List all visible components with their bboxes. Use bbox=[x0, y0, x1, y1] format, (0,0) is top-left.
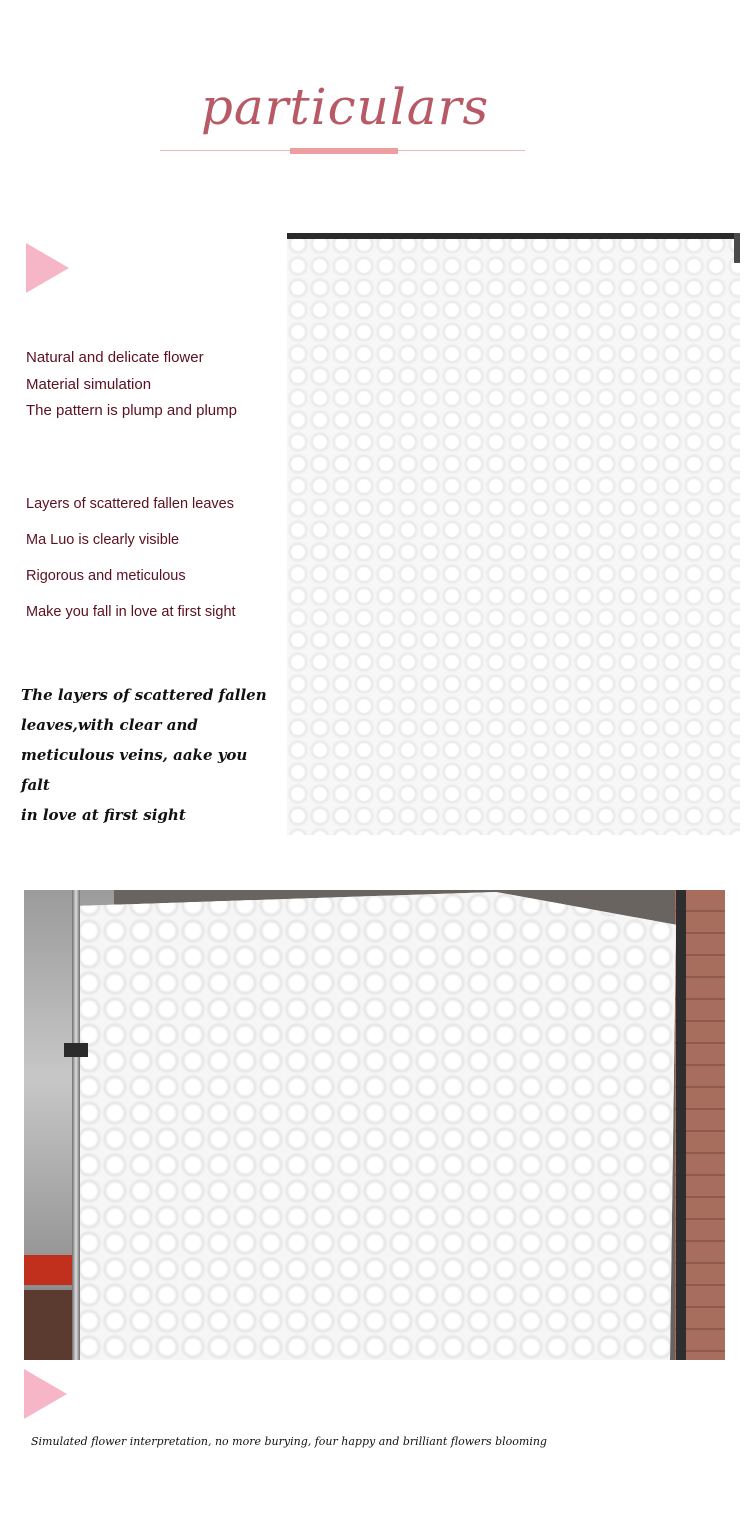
photo-right-edge bbox=[734, 233, 740, 263]
script-description bbox=[21, 680, 271, 830]
detail-line: Make you fall in love at first sight bbox=[26, 604, 236, 620]
rose-wall-full-photo bbox=[24, 890, 725, 1360]
stand-clamp bbox=[64, 1043, 88, 1057]
intro-line: Material simulation bbox=[26, 375, 152, 393]
intro-line: Natural and delicate flower bbox=[26, 349, 204, 366]
detail-text bbox=[26, 486, 236, 630]
rose-panel bbox=[76, 892, 676, 1360]
detail-line: Rigorous and meticulous bbox=[26, 568, 186, 584]
detail-line: Ma Luo is clearly visible bbox=[26, 532, 180, 548]
stand-pole bbox=[72, 890, 80, 1360]
script-line: meticulous veins, aake you falt bbox=[21, 746, 248, 794]
detail-line: Layers of scattered fallen leaves bbox=[26, 496, 234, 512]
script-line: leaves,with clear and bbox=[21, 716, 198, 734]
footer-caption: Simulated flower interpretation, no more burying, four happy and brilliant flowers blooming bbox=[31, 1435, 547, 1448]
script-line: in love at first sight bbox=[21, 806, 186, 824]
intro-text bbox=[26, 345, 237, 425]
triangle-marker-icon bbox=[26, 243, 69, 293]
rose-wall-closeup-photo bbox=[287, 233, 740, 835]
script-line: The layers of scattered fallen bbox=[21, 686, 267, 704]
page-title: particulars bbox=[200, 78, 490, 136]
frame-edge bbox=[676, 890, 686, 1360]
triangle-marker-icon bbox=[24, 1369, 67, 1419]
intro-line: The pattern is plump and plump bbox=[26, 402, 237, 419]
photo-top-edge bbox=[287, 233, 740, 239]
title-accent-bar bbox=[290, 148, 398, 154]
